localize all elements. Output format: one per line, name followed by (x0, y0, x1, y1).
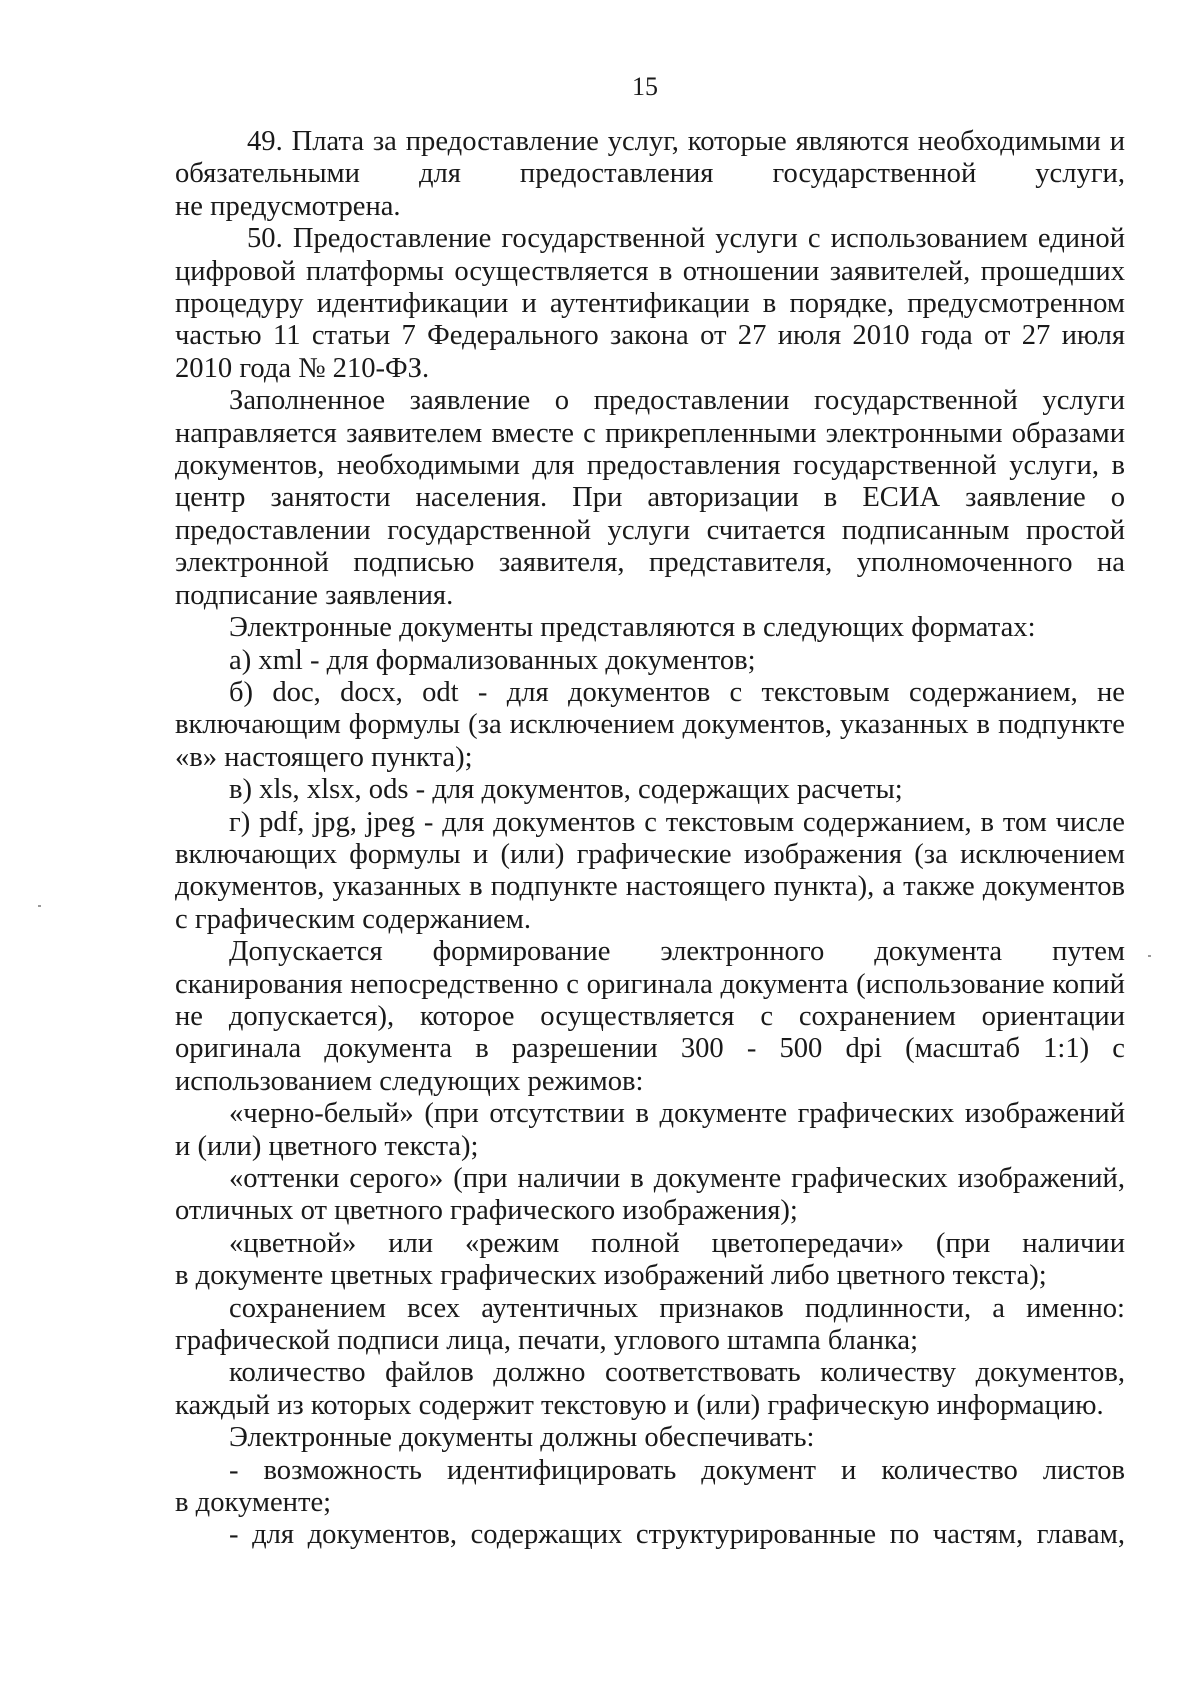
list-item-authenticity: сохранением всех аутентичных признаков подлинности, а именно: графической подписи лица, печати, углового штампа бланка; (175, 1292, 1125, 1357)
paragraph-must-ensure: Электронные документы должны обеспечивать: (229, 1422, 815, 1454)
list-item-format-g: г) pdf, jpg, jpeg - для документов с текстовым содержанием, в том числе включающих формулы и (или) графические изображения (за исключением документов, указанных в подпункте настоящего пункта), а также документов с графическим содержанием. (175, 806, 1125, 935)
page-number: 15 (632, 72, 658, 101)
list-item-format-v: в) xls, xlsx, ods - для документов, содержащих расчеты; (229, 774, 903, 806)
list-item-mode-bw: «черно-белый» (при отсутствии в документе графических изображений и (или) цветного текста); (175, 1098, 1125, 1162)
scan-speck (38, 905, 41, 907)
list-item-format-b: б) doc, docx, odt - для документов с текстовым содержанием, не включающим формулы (за исключением документов, указанных в подпункте «в» настоящего пункта); (175, 676, 1125, 773)
document-body (175, 126, 1125, 1552)
list-item-format-a: а) xml - для формализованных документов; (229, 644, 756, 676)
paragraph-formats-intro: Электронные документы представляются в следующих форматах: (229, 612, 1036, 644)
list-item-identify-line-b: в документе; (175, 1487, 332, 1519)
list-item-mode-color-line-a: «цветной» или «режим полной цветопередачи» (при наличии (229, 1227, 1125, 1259)
paragraph-49-line-b: не предусмотрена. (175, 190, 401, 222)
paragraph-scanning: Допускается формирование электронного документа путем сканирования непосредственно с оригинала документа (использование копий не допускается), которое осуществляется с сохранением ориентации оригинала документа в разрешении 300 - 500 dpi (масштаб 1:1) с использованием следующих режимов: (175, 936, 1125, 1097)
paragraph-completed-application: Заполненное заявление о предоставлении государственной услуги направляется заявителем вместе с прикрепленными электронными образами документов, необходимыми для предоставления государственной услуги, в центр занятости населения. При авторизации в ЕСИА заявление о предоставлении государственной услуги считается подписанным простой электронной подписью заявителя, представителя, уполномоченного на подписание заявления. (175, 385, 1125, 611)
scan-speck (1148, 955, 1151, 957)
list-item-structured: - для документов, содержащих структурированные по частям, главам, (229, 1519, 1125, 1551)
list-item-file-count: количество файлов должно соответствовать количеству документов, каждый из которых содержит текстовую и (или) графическую информацию. (175, 1357, 1125, 1421)
list-item-mode-gray: «оттенки серого» (при наличии в документе графических изображений, отличных от цветного графического изображения); (175, 1163, 1125, 1227)
paragraph-50: 50. Предоставление государственной услуги с использованием единой цифровой платформы осуществляется в отношении заявителей, прошедших процедуру идентификации и аутентификации в порядке, предусмотренном частью 11 статьи 7 Федерального закона от 27 июля 2010 года от 27 июля 2010 года № 210-ФЗ. (175, 223, 1125, 384)
list-item-identify-line-a: - возможность идентифицировать документ и количество листов (229, 1454, 1125, 1486)
paragraph-49-line-a: 49. Плата за предоставление услуг, которые являются необходимыми и обязательными для предоставления государственной услуги, (175, 126, 1125, 190)
list-item-mode-color-line-b: в документе цветных графических изображений либо цветного текста); (175, 1260, 1047, 1292)
